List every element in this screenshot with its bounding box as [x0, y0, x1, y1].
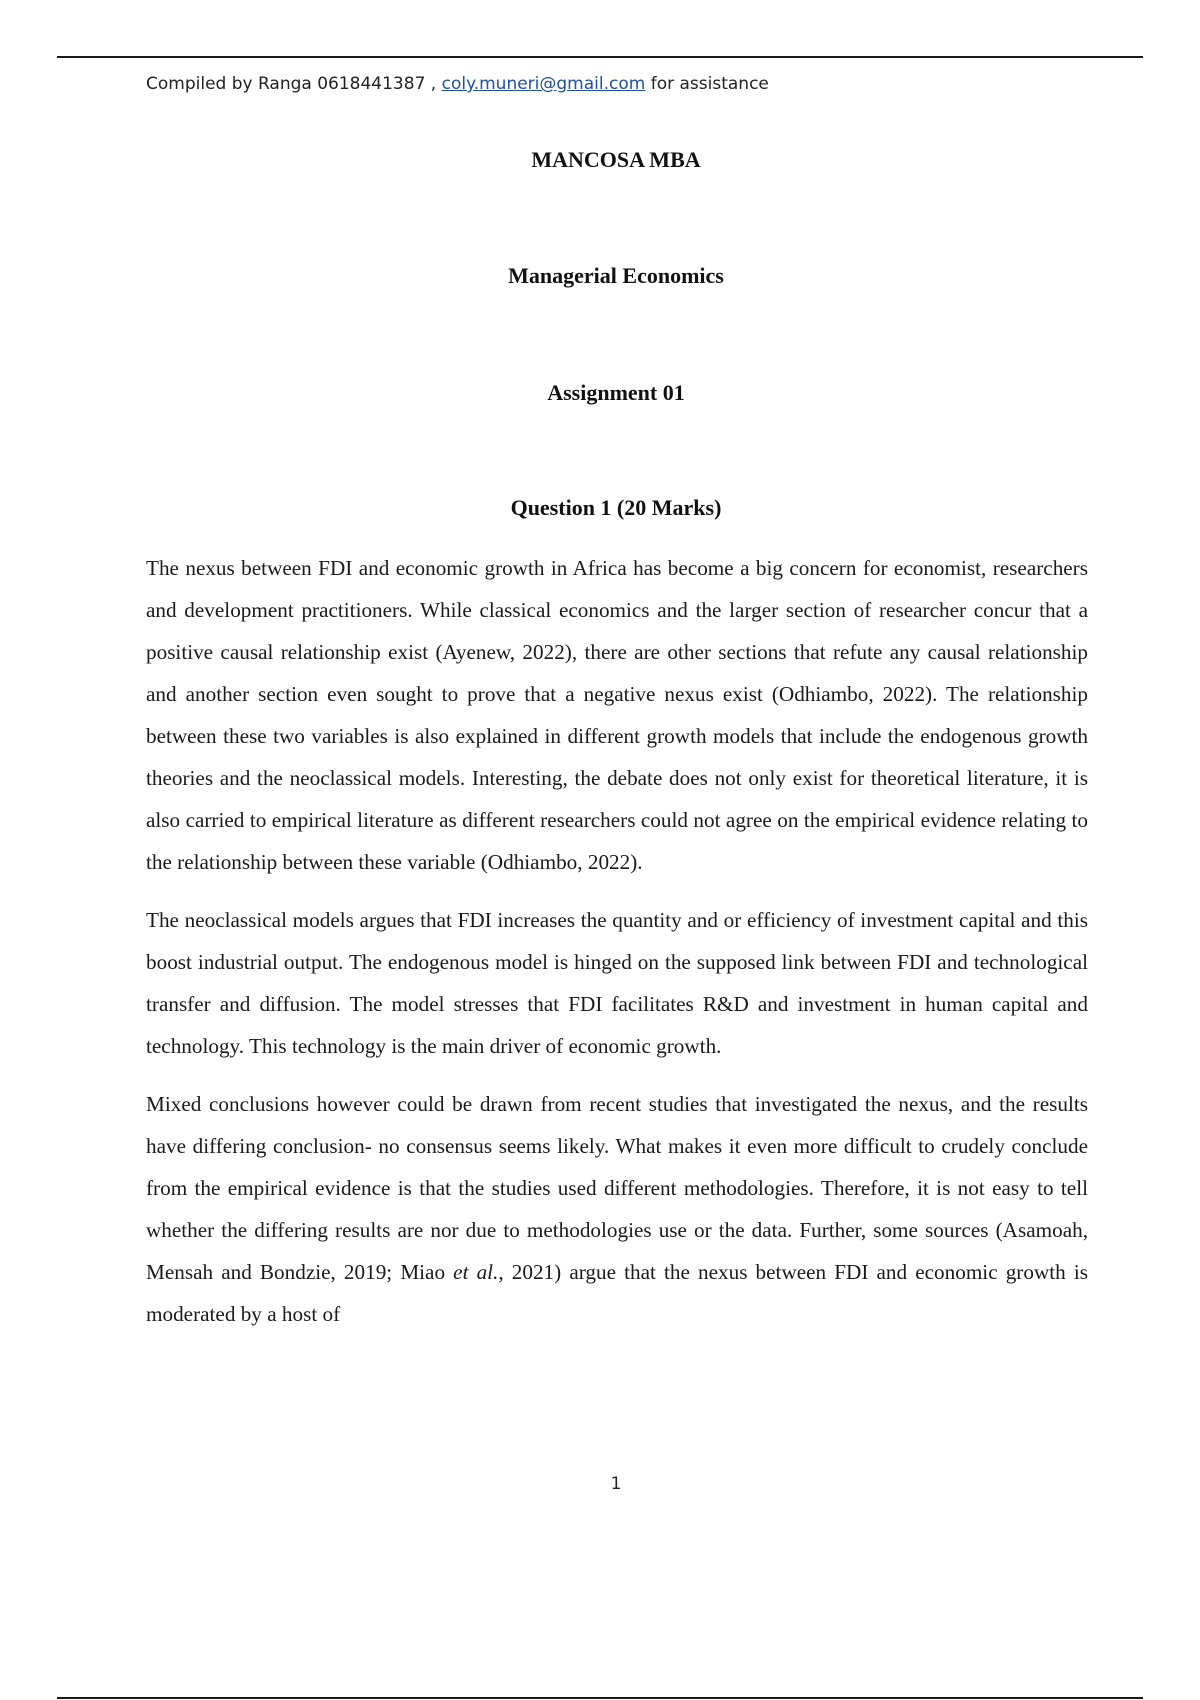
header-rule — [57, 56, 1143, 58]
email-link[interactable]: coly.muneri@gmail.com — [441, 74, 646, 94]
institution-title: MANCOSA MBA — [531, 147, 701, 172]
footer-rule — [57, 1697, 1143, 1699]
paragraph-1: The nexus between FDI and economic growth in Africa has become a big concern for economist, researchers and development practitioners. While classical economics and the larger section of researcher concur that a positive causal relationship exist (Ayenew, 2022), there are other sections that refute any causal relationship and another section even sought to prove that a negative nexus exist (Odhiambo, 2022). The relationship between these two variables is also explained in different growth models that include the endogenous growth theories and the neoclassical models. Interesting, the debate does not only exist for theoretical literature, it is also carried to empirical literature as different researchers could not agree on the empirical evidence relating to the relationship between these variable (Odhiambo, 2022). — [146, 556, 1088, 874]
assignment-title: Assignment 01 — [547, 380, 685, 405]
et-al-italic: et al. — [453, 1260, 499, 1284]
compiled-by-text: Compiled by Ranga 0618441387 , — [146, 74, 442, 94]
paragraph-3-end: , 2021) argue that the nexus between FDI and economic growth is moderated by a host of — [146, 1260, 1088, 1326]
paragraph-2: The neoclassical models argues that FDI increases the quantity and or efficiency of investment capital and this boost industrial output. The endogenous model is hinged on the supposed link between FDI and technological transfer and diffusion. The model stresses that FDI facilitates R&D and investment in human capital and technology. This technology is the main driver of economic growth. — [146, 908, 1088, 1058]
document-body — [146, 547, 1088, 1351]
assistance-text: for assistance — [645, 74, 769, 94]
page-number: 1 — [610, 1474, 622, 1494]
module-title: Managerial Economics — [508, 263, 724, 288]
paragraph-3-start: Mixed conclusions however could be drawn from recent studies that investigated the nexus, and the results have differing conclusion- no consensus seems likely. What makes it even more difficult to crudely conclude from the empirical evidence is that the studies used different methodologies. Therefore, it is not easy to tell whether the differing results are nor due to methodologies use or the data. Further, some sources (Asamoah, Mensah and Bondzie, 2019; Miao — [146, 1092, 1088, 1284]
question-title: Question 1 (20 Marks) — [510, 495, 722, 520]
paragraph-3 — [146, 1083, 1088, 1335]
compiled-by-header — [146, 74, 769, 94]
